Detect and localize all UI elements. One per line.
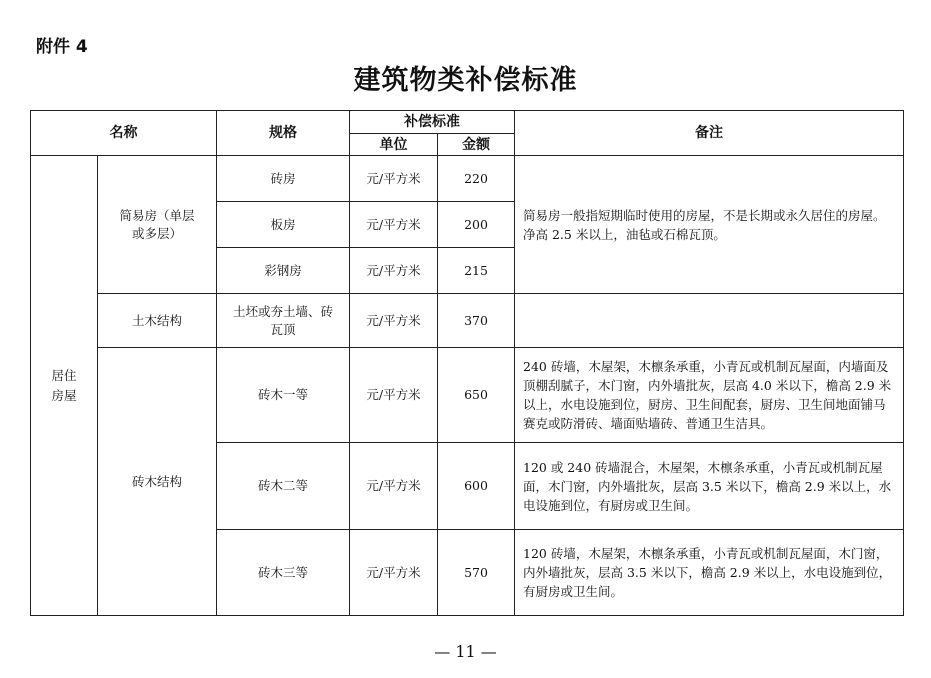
amount-cell: 570 (438, 530, 515, 616)
attachment-label: 附件 4 (36, 37, 88, 57)
header-amount: 金额 (438, 134, 515, 156)
amount-cell: 600 (438, 443, 515, 530)
earth-spec-label: 土坯或夯土墙、砖瓦顶 (233, 303, 334, 337)
header-standard: 补偿标准 (350, 111, 515, 134)
amount-cell: 215 (438, 248, 515, 294)
remark-earth (515, 294, 904, 348)
spec-cell: 砖木三等 (217, 530, 350, 616)
amount-cell: 650 (438, 348, 515, 443)
unit-cell: 元/平方米 (350, 248, 438, 294)
unit-cell: 元/平方米 (350, 156, 438, 202)
compensation-table (30, 110, 904, 616)
page-title: 建筑物类补偿标准 (353, 65, 578, 96)
group-simple-label: 简易房（单层或多层） (119, 207, 195, 241)
unit-cell: 元/平方米 (350, 530, 438, 616)
table-row (31, 156, 904, 202)
spec-cell: 砖房 (217, 156, 350, 202)
spec-cell: 板房 (217, 202, 350, 248)
group-brick-name: 砖木结构 (98, 348, 217, 616)
remark-brick-3: 120 砖墙，木屋架，木檩条承重，小青瓦或机制瓦屋面，木门窗，内外墙批灰，层高 3.5 米以下，檐高 2.9 米以上，水电设施到位，有厨房或卫生间。 (515, 530, 904, 616)
header-name: 名称 (31, 111, 217, 156)
group-earth-name: 土木结构 (98, 294, 217, 348)
remark-simple: 简易房一般指短期临时使用的房屋，不是长期或永久居住的房屋。净高 2.5 米以上，油毡或石棉瓦顶。 (515, 156, 904, 294)
header-spec: 规格 (217, 111, 350, 156)
unit-cell: 元/平方米 (350, 348, 438, 443)
unit-cell: 元/平方米 (350, 202, 438, 248)
unit-cell: 元/平方米 (350, 443, 438, 530)
spec-cell (217, 294, 350, 348)
remark-brick-1: 240 砖墙，木屋架，木檩条承重，小青瓦或机制瓦屋面，内墙面及顶棚刮腻子，木门窗，内外墙批灰，层高 4.0 米以下，檐高 2.9 米以上，水电设施到位，厨房、卫生间配套，厨房、卫生间地面铺马赛克或防滑砖、墙面贴墙砖、普通卫生洁具。 (515, 348, 904, 443)
remark-brick-2: 120 或 240 砖墙混合，木屋架，木檩条承重，小青瓦或机制瓦屋面，木门窗，内外墙批灰，层高 3.5 米以下，檐高 2.9 米以上，水电设施到位，有厨房或卫生间。 (515, 443, 904, 530)
header-unit: 单位 (350, 134, 438, 156)
header-row (31, 111, 904, 134)
amount-cell: 370 (438, 294, 515, 348)
spec-cell: 砖木一等 (217, 348, 350, 443)
amount-cell: 220 (438, 156, 515, 202)
header-remark: 备注 (515, 111, 904, 156)
table-row (31, 294, 904, 348)
category-cell (31, 156, 98, 616)
page-number: — 11 — (434, 642, 497, 661)
group-simple-name (98, 156, 217, 294)
spec-cell: 砖木二等 (217, 443, 350, 530)
spec-cell: 彩钢房 (217, 248, 350, 294)
amount-cell: 200 (438, 202, 515, 248)
table-row (31, 348, 904, 443)
unit-cell: 元/平方米 (350, 294, 438, 348)
category-label: 居住房屋 (51, 367, 77, 403)
